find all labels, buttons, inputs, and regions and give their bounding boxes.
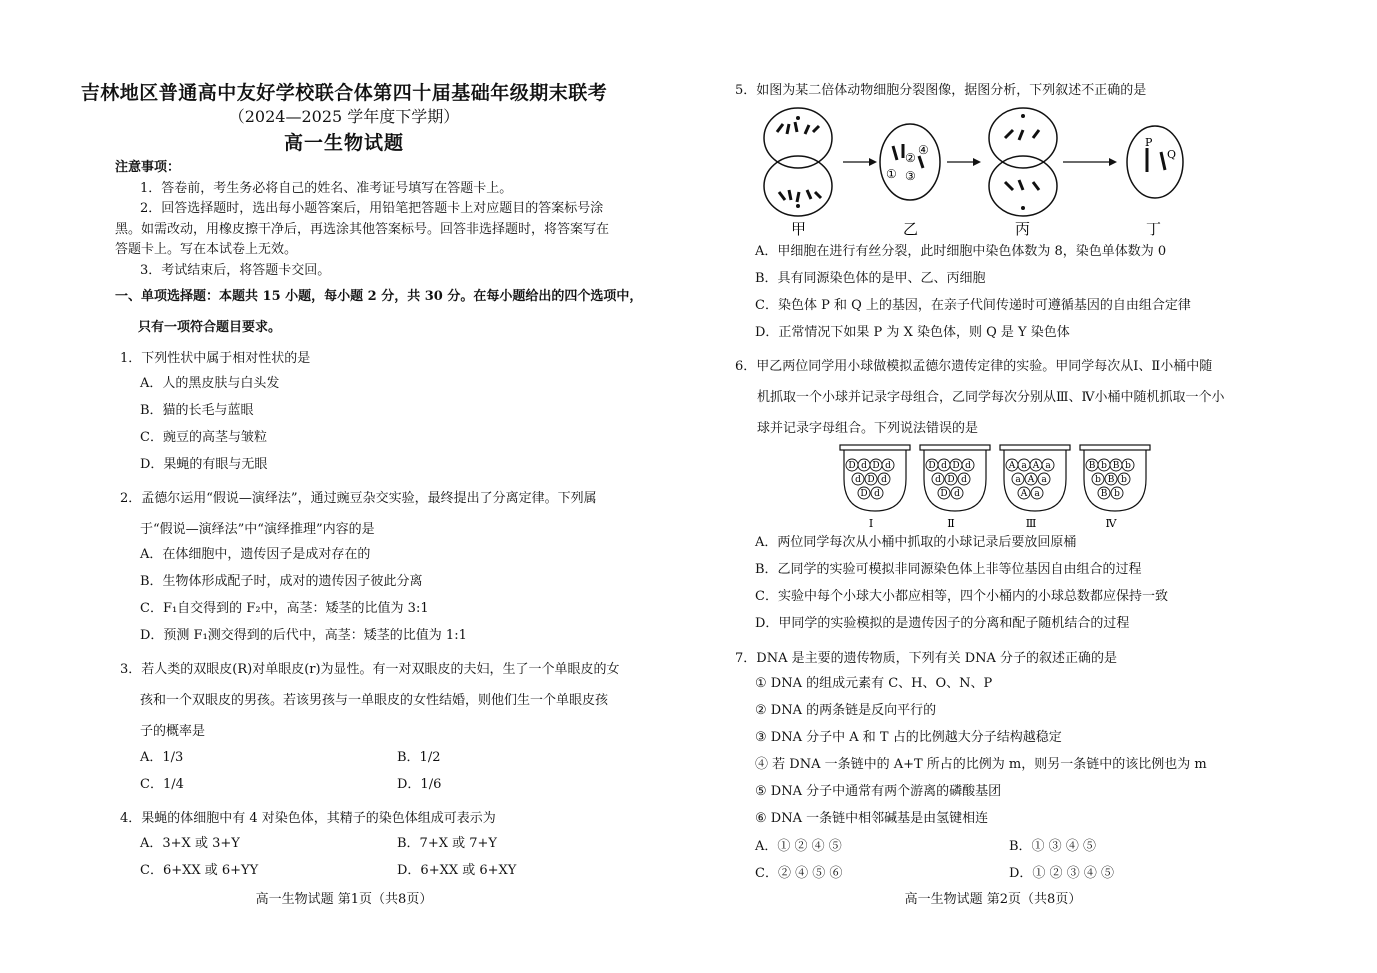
question-6-stem-cont: 机抓取一个小球并记录字母组合，乙同学每次分别从Ⅲ、Ⅳ小桶中随机抓取一个小	[757, 390, 1225, 405]
question-6-option-b: B．乙同学的实验可模拟非同源染色体上非等位基因自由组合的过程	[755, 562, 1142, 577]
question-4-option-b: B．7+X 或 7+Y	[397, 836, 497, 851]
ball-letter: D	[860, 489, 868, 499]
ball-letter: D	[872, 461, 880, 471]
ball-letter: b	[1095, 475, 1101, 485]
question-1-option-a: A．人的黑皮肤与白头发	[140, 376, 280, 391]
ball-letter: B	[1107, 475, 1115, 485]
ball-letter: D	[947, 475, 955, 485]
ball-letter: A	[1008, 461, 1016, 471]
ball-letter: A	[1032, 461, 1040, 471]
question-2-option-b: B．生物体形成配子时，成对的遗传因子彼此分离	[140, 574, 423, 589]
cell-label-yi: 乙	[903, 220, 919, 238]
bucket-4	[1080, 445, 1150, 530]
question-3-stem-cont: 孩和一个双眼皮的男孩。若该男孩与一单眼皮的女性结婚，则他们生一个单眼皮孩	[140, 693, 609, 708]
notice-line: 答题卡上。写在本试卷上无效。	[115, 242, 298, 257]
question-2-option-a: A．在体细胞中，遗传因子是成对存在的	[140, 547, 371, 562]
question-2-option-d: D．预测 F₁测交得到的后代中，高茎：矮茎的比值为 1:1	[140, 628, 467, 643]
ball-letter: D	[848, 461, 856, 471]
bucket-2	[920, 445, 990, 530]
ball-letter: D	[928, 461, 936, 471]
question-4-option-a: A．3+X 或 3+Y	[140, 836, 240, 851]
ball-letter: d	[881, 475, 887, 485]
notice-line: 黑。如需改动，用橡皮擦干净后，再选涂其他答案标号。回答非选择题时，将答案写在	[115, 222, 610, 237]
question-3-stem-cont: 子的概率是	[140, 724, 206, 739]
ball-letter: a	[1034, 489, 1040, 499]
ball-letter: b	[1114, 489, 1120, 499]
ball-letter: b	[1121, 475, 1127, 485]
question-5-option-b: B．具有同源染色体的是甲、乙、丙细胞	[755, 271, 986, 286]
question-4-option-c: C．6+XX 或 6+YY	[140, 863, 259, 878]
bucket-label-2: Ⅱ	[947, 517, 955, 530]
question-1-option-d: D．果蝇的有眼与无眼	[140, 457, 268, 472]
question-6-option-a: A．两位同学每次从小桶中抓取的小球记录后要放回原桶	[755, 535, 1077, 550]
ball-letter: d	[861, 461, 867, 471]
ball-letter: a	[1021, 461, 1027, 471]
ball-letter: a	[1045, 461, 1051, 471]
bucket-label-1: Ⅰ	[868, 517, 874, 530]
exam-page-2	[688, 0, 1377, 973]
bucket-label-3: Ⅲ	[1025, 517, 1037, 530]
question-6-stem: 6．甲乙两位同学用小球做模拟孟德尔遗传定律的实验。甲同学每次从Ⅰ、Ⅱ小桶中随	[735, 359, 1213, 374]
chromosome-mark-2: ②	[905, 151, 916, 165]
ball-letter: b	[1125, 461, 1131, 471]
ball-letter: A	[1027, 475, 1035, 485]
page-footer: 高一生物试题 第2页（共8页）	[904, 892, 1082, 907]
ball-letter: d	[935, 475, 941, 485]
question-1-option-b: B．猫的长毛与蓝眼	[140, 403, 254, 418]
ball-letter: d	[855, 475, 861, 485]
question-1-stem: 1．下列性状中属于相对性状的是	[120, 351, 311, 366]
ball-letter: D	[952, 461, 960, 471]
cell-label-jia: 甲	[791, 220, 807, 238]
ball-letter: d	[961, 475, 967, 485]
question-5-option-c: C．染色体 P 和 Q 上的基因，在亲子代间传递时可遵循基因的自由组合定律	[755, 298, 1191, 313]
ball-letter: a	[1015, 475, 1021, 485]
question-7-item: ⑤ DNA 分子中通常有两个游离的磷酸基团	[755, 784, 1002, 799]
question-3-stem: 3．若人类的双眼皮(R)对单眼皮(r)为显性。有一对双眼皮的夫妇，生了一个单眼皮的女	[120, 662, 620, 677]
question-6-option-d: D．甲同学的实验模拟的是遗传因子的分离和配子随机结合的过程	[755, 616, 1130, 631]
question-7-option-b: B．① ③ ④ ⑤	[1009, 839, 1096, 854]
ball-letter: A	[1020, 489, 1028, 499]
exam-subject: 高一生物试题	[283, 132, 404, 154]
question-7-item: ⑥ DNA 一条链中相邻碱基是由氢键相连	[755, 811, 989, 826]
cell-division-figure	[753, 104, 1223, 238]
bucket-3	[1000, 445, 1070, 530]
question-6-option-c: C．实验中每个小球大小都应相等，四个小桶内的小球总数都应保持一致	[755, 589, 1168, 604]
notice-line: 1．答卷前，考生务必将自己的姓名、准考证号填写在答题卡上。	[140, 181, 513, 196]
exam-page-1	[0, 0, 688, 973]
cell-bing	[989, 108, 1057, 216]
chromosome-mark-3: ③	[905, 169, 916, 183]
chromosome-label-q: Q	[1167, 148, 1177, 161]
question-2-stem: 2．孟德尔运用“假说—演绎法”，通过豌豆杂交实验，最终提出了分离定律。下列属	[120, 491, 597, 506]
question-4-stem: 4．果蝇的体细胞中有 4 对染色体，其精子的染色体组成可表示为	[120, 811, 496, 826]
ball-letter: d	[885, 461, 891, 471]
question-7-stem: 7．DNA 是主要的遗传物质，下列有关 DNA 分子的叙述正确的是	[735, 651, 1118, 666]
bucket-label-4: Ⅳ	[1105, 517, 1117, 530]
bucket-1	[840, 445, 910, 530]
exam-term: （2024—2025 学年度下学期）	[228, 107, 460, 126]
question-3-option-d: D．1/6	[397, 777, 442, 792]
question-7-option-d: D．① ② ③ ④ ⑤	[1009, 866, 1114, 881]
chromosome-mark-4: ④	[918, 143, 929, 157]
cell-label-ding: 丁	[1146, 220, 1162, 238]
chromosome-label-p: P	[1145, 136, 1153, 149]
question-3-option-a: A．1/3	[140, 750, 184, 765]
ball-letter: a	[1041, 475, 1047, 485]
ball-letter: d	[941, 461, 947, 471]
section-heading: 一、单项选择题：本题共 15 小题，每小题 2 分，共 30 分。在每小题给出的四个选项中，	[115, 289, 643, 304]
question-2-option-c: C．F₁自交得到的 F₂中，高茎：矮茎的比值为 3:1	[140, 601, 429, 616]
notice-heading: 注意事项：	[115, 160, 181, 175]
ball-letter: B	[1088, 461, 1096, 471]
question-5-option-d: D．正常情况下如果 P 为 X 染色体，则 Q 是 Y 染色体	[755, 325, 1070, 340]
chromosome-mark-1: ①	[886, 167, 897, 181]
ball-letter: B	[1100, 489, 1108, 499]
question-6-stem-cont: 球并记录字母组合。下列说法错误的是	[757, 421, 979, 436]
ball-letter: d	[954, 489, 960, 499]
cell-jia	[764, 108, 832, 216]
ball-letter: b	[1101, 461, 1107, 471]
cell-ding	[1127, 126, 1183, 198]
ball-letter: D	[940, 489, 948, 499]
question-4-option-d: D．6+XX 或 6+XY	[397, 863, 517, 878]
question-7-item: ③ DNA 分子中 A 和 T 占的比例越大分子结构越稳定	[755, 730, 1062, 745]
ball-letter: d	[965, 461, 971, 471]
question-2-stem-cont: 于“假说—演绎法”中“演绎推理”内容的是	[140, 522, 375, 537]
question-3-option-c: C．1/4	[140, 777, 184, 792]
question-7-option-a: A．① ② ④ ⑤	[755, 839, 842, 854]
section-heading-cont: 只有一项符合题目要求。	[138, 320, 282, 335]
ball-letter: D	[867, 475, 875, 485]
buckets-figure	[838, 443, 1153, 533]
question-3-option-b: B．1/2	[397, 750, 441, 765]
question-7-item: ④ 若 DNA 一条链中的 A+T 所占的比例为 m，则另一条链中的该比例也为 m	[755, 757, 1207, 772]
ball-letter: d	[874, 489, 880, 499]
question-7-item: ① DNA 的组成元素有 C、H、O、N、P	[755, 676, 993, 691]
page-footer: 高一生物试题 第1页（共8页）	[255, 892, 433, 907]
ball-letter: B	[1112, 461, 1120, 471]
question-7-option-c: C．② ④ ⑤ ⑥	[755, 866, 843, 881]
question-5-option-a: A．甲细胞在进行有丝分裂，此时细胞中染色体数为 8，染色单体数为 0	[755, 244, 1167, 259]
exam-title: 吉林地区普通高中友好学校联合体第四十届基础年级期末联考	[80, 82, 608, 104]
question-1-option-c: C．豌豆的高茎与皱粒	[140, 430, 267, 445]
question-7-item: ② DNA 的两条链是反向平行的	[755, 703, 937, 718]
notice-line: 3．考试结束后，将答题卡交回。	[140, 263, 331, 278]
cell-label-bing: 丙	[1015, 220, 1031, 238]
notice-line: 2．回答选择题时，选出每小题答案后，用铅笔把答题卡上对应题目的答案标号涂	[140, 201, 604, 216]
question-5-stem: 5．如图为某二倍体动物细胞分裂图像，据图分析，下列叙述不正确的是	[735, 83, 1147, 98]
